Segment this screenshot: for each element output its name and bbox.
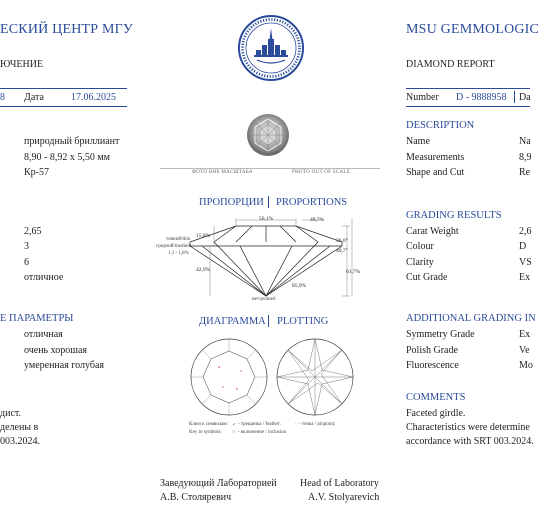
diamond-photo <box>246 113 290 157</box>
footer-name-en: A.V. Stolyarevich <box>308 492 380 503</box>
left-date-value: 17.06.2025 <box>71 92 116 103</box>
left-grading-cut: отличное <box>24 272 64 283</box>
proportions-title-separator <box>268 196 269 208</box>
pavilion-depth-label: 42,9% <box>196 267 211 273</box>
proportions-title-en: PROPORTIONS <box>276 197 348 208</box>
girdle-note-line-2: средний/medium <box>156 244 192 249</box>
right-comment-line-2: Characteristics were determine <box>406 422 530 433</box>
left-comment-line-1: дист. <box>0 408 21 419</box>
right-additional-symmetry-label: Symmetry Grade <box>406 329 475 340</box>
right-divider-top <box>406 88 530 89</box>
left-grading-carat: 2,65 <box>24 226 42 237</box>
right-desc-name-value: Na <box>519 136 531 147</box>
left-report-title: ЮЧЕНИЕ <box>0 59 44 70</box>
photo-caption-rule <box>160 168 380 169</box>
crown-angle-degree-label: 36,0° <box>336 238 348 244</box>
left-divider-bottom <box>0 106 127 107</box>
proportions-title-ru: ПРОПОРЦИИ <box>199 197 264 208</box>
right-grading-cut-value: Ex <box>519 272 531 283</box>
right-grading-clarity-label: Clarity <box>406 257 434 268</box>
footer-head-en: Head of Laboratory <box>300 478 379 489</box>
key-pinpoint: - точка / pinpoint; <box>299 422 336 427</box>
diagram-title-en: PLOTTING <box>277 316 329 327</box>
total-depth-label: 61,7% <box>346 269 361 275</box>
left-additional-symmetry: отличная <box>24 329 63 340</box>
culet-label: нет/pointed <box>252 297 276 302</box>
left-date-label: Дата <box>24 92 44 103</box>
right-grading-colour-label: Colour <box>406 241 434 252</box>
photo-caption-ru: ФОТО ВНЕ МАСШТАБА <box>192 170 253 175</box>
right-desc-shape-value: Re <box>519 167 531 178</box>
right-additional-polish-label: Polish Grade <box>406 345 458 356</box>
photo-caption-en: PHOTO OUT OF SCALE <box>292 170 351 175</box>
key-title-en: Key to symbols: <box>189 430 222 435</box>
crown-height-label: 15,8% <box>196 233 211 239</box>
left-desc-measurements: 8,90 - 8,92 x 5,50 мм <box>24 152 110 163</box>
right-number-label: Number <box>406 92 439 103</box>
right-desc-measurements-value: 8,9 <box>519 152 532 163</box>
diagram-title-ru: ДИАГРАММА <box>199 316 266 327</box>
right-number-value: D - 9888958 <box>456 92 507 103</box>
right-additional-polish-value: Ve <box>519 345 530 356</box>
pavilion-plot-diagram <box>275 337 355 417</box>
right-desc-measurements-label: Measurements <box>406 152 465 163</box>
crown-plot-diagram <box>189 337 269 417</box>
footer-head-ru: Заведующий Лабораторией <box>160 478 277 489</box>
right-divider-bottom <box>406 106 530 107</box>
left-additional-polish: очень хорошая <box>24 345 87 356</box>
right-comment-line-1: Faceted girdle. <box>406 408 466 419</box>
left-additional-title: Е ПАРАМЕТРЫ <box>0 313 74 324</box>
table-percent-label: 56,1% <box>259 216 274 222</box>
left-grading-clarity: 6 <box>24 257 29 268</box>
right-comment-line-3: accordance with SRT 003.2024. <box>406 436 534 447</box>
feather-symbol-icon: ✓ <box>232 423 237 428</box>
right-date-fragment: Da <box>519 92 531 103</box>
right-grading-carat-label: Carat Weight <box>406 226 459 237</box>
footer-name-ru: А.В. Столяревич <box>160 492 232 503</box>
right-grading-carat-value: 2,6 <box>519 226 532 237</box>
pinpoint-symbol-icon: · <box>295 422 297 427</box>
right-desc-name-label: Name <box>406 136 430 147</box>
right-description-title: DESCRIPTION <box>406 120 475 131</box>
right-additional-fluorescence-value: Mo <box>519 360 533 371</box>
right-grading-colour-value: D <box>519 241 527 252</box>
right-additional-fluorescence-label: Fluorescence <box>406 360 459 371</box>
right-comments-title: COMMENTS <box>406 392 466 403</box>
girdle-note-line-1: тонкий/thin <box>166 237 191 242</box>
girdle-note-line-3: 1,1 - 1,8% <box>168 251 189 256</box>
pavilion-angle-label: 40,7° <box>336 248 348 254</box>
left-desc-name: природный бриллиант <box>24 136 120 147</box>
left-divider-top <box>0 88 127 89</box>
right-report-title: DIAMOND REPORT <box>406 59 495 70</box>
lower-half-label: 85,9% <box>292 283 307 289</box>
inclusion-symbol-icon: ○ <box>232 430 236 435</box>
left-comment-line-2: делены в <box>0 422 39 433</box>
right-additional-title: ADDITIONAL GRADING IN <box>406 313 536 324</box>
left-lab-title: ЕСКИЙ ЦЕНТР МГУ <box>0 22 134 37</box>
right-grading-clarity-value: VS <box>519 257 532 268</box>
left-additional-fluorescence: умеренная голубая <box>24 360 105 371</box>
left-comment-line-3: 003.2024. <box>0 436 40 447</box>
right-grading-title: GRADING RESULTS <box>406 210 502 221</box>
key-title-ru: Ключ к символам: <box>189 422 228 427</box>
left-grading-colour: 3 <box>24 241 29 252</box>
right-lab-title: MSU GEMMOLOGIC <box>406 22 539 37</box>
crown-angle-percent-label: 49,7% <box>310 217 325 223</box>
diagram-title-separator <box>268 315 269 327</box>
right-grading-cut-label: Cut Grade <box>406 272 448 283</box>
right-number-separator <box>514 91 515 103</box>
right-additional-symmetry-value: Ex <box>519 329 531 340</box>
left-desc-shape: Кр-57 <box>24 167 49 178</box>
key-inclusion: - включение / inclusion <box>238 430 287 435</box>
left-number-fragment: 8 <box>0 92 5 103</box>
msu-seal-logo-icon <box>237 14 305 82</box>
key-feather: - трещинка / feather; <box>238 422 281 427</box>
right-desc-shape-label: Shape and Cut <box>406 167 465 178</box>
